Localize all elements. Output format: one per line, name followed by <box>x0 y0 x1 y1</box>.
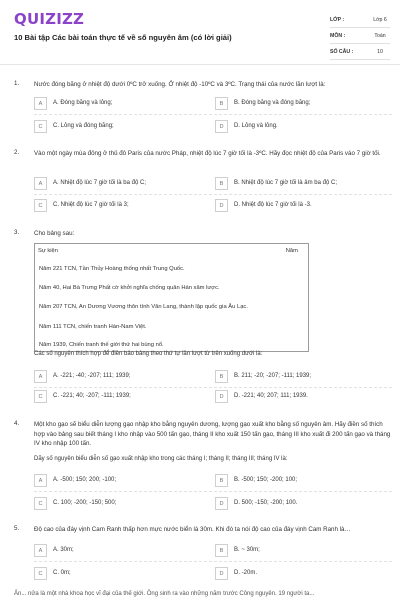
option-label: B. -500; 150; -200; 100; <box>234 477 298 483</box>
events-table <box>34 243 309 352</box>
question-text: Một kho gạo sẽ biểu diễn lượng gạo nhập kho bằng nguyên dương, lượng gạo xuất kho bằng số nguyên âm. Hãy điền số thích hợp vào bảng sau biết tháng I kho nhập vào 500 tấn gạo, tháng II kho xuất 150 tấn gạo, tháng III kho xuất đi 200 tấn gạo và tháng IV kho nhập 100 tấn. <box>34 421 391 448</box>
table-row: Năm 1939, Chiến tranh thế giới thứ hai bùng nổ. <box>39 342 164 348</box>
question-number: 1. <box>14 80 20 87</box>
question-number: 4. <box>14 420 20 427</box>
option-letter: D <box>215 567 228 580</box>
table-instruction: Các số nguyên thích hợp để điền bảo bảng theo thứ tự lần lượt từ trên xuống dưới là: <box>34 351 263 357</box>
header-divider <box>0 64 400 65</box>
option-label: C. -221; 40; -207; -111; 1939; <box>53 393 131 399</box>
option-letter: D <box>215 199 228 212</box>
meta-key: SỐ CÂU : <box>330 48 354 55</box>
option-letter: D <box>215 390 228 403</box>
quizizz-logo: QUIZIZZ <box>14 10 85 28</box>
option-label: A. -500; 150; 200; -100; <box>53 477 117 483</box>
option-letter: A <box>34 474 47 487</box>
question-number: 3. <box>14 229 20 236</box>
question-number: 5. <box>14 525 20 532</box>
option-letter: C <box>34 120 47 133</box>
question-number: 2. <box>14 149 20 156</box>
option-letter: A <box>34 544 47 557</box>
option-label: B. Nhiệt độ lúc 7 giờ tối là âm ba độ C; <box>234 180 337 186</box>
divider <box>34 194 392 195</box>
table-col-event: Sự kiện <box>38 248 58 254</box>
option-letter: A <box>34 177 47 190</box>
question-subtext: Dãy số nguyên biểu diễn số gạo xuất nhập kho trong các tháng I; tháng II; tháng III; tháng IV là: <box>34 456 288 462</box>
option-letter: C <box>34 497 47 510</box>
meta-value: Lớp 6 <box>373 16 387 23</box>
table-col-year: Năm <box>285 248 298 254</box>
meta-panel <box>330 12 390 60</box>
divider <box>34 561 392 562</box>
question-text: Cho bảng sau: <box>34 230 75 237</box>
option-letter: B <box>215 97 228 110</box>
option-label: D. -20m. <box>234 570 258 576</box>
option-letter: B <box>215 177 228 190</box>
table-row: Năm 221 TCN, Tần Thủy Hoàng thống nhất Trung Quốc. <box>39 266 185 272</box>
option-label: D. 500; -150; -200; 100. <box>234 500 298 506</box>
option-label: D. -221; 40; 207; 111; 1939. <box>234 393 308 399</box>
meta-value: Toán <box>374 32 386 39</box>
divider <box>34 387 392 388</box>
option-label: D. Nhiệt độ lúc 7 giờ tối là -3. <box>234 202 312 208</box>
question-text: Độ cao của đáy vịnh Cam Ranh thấp hơn mực nước biển là 30m. Khi đó ta nói độ cao của đáy vịnh Cam Ranh là… <box>34 526 351 533</box>
option-letter: D <box>215 497 228 510</box>
header <box>0 0 400 62</box>
option-label: C. Nhiệt độ lúc 7 giờ tối là 3; <box>53 202 129 208</box>
option-letter: B <box>215 544 228 557</box>
question-text: Nước đóng băng ở nhiệt độ dưới 0ºC trở xuống. Ở nhiệt độ -10ºC và 3ºC. Trạng thái của nước lần lượt là: <box>34 81 326 88</box>
option-label: B. 211; -20; -207; -111; 1939; <box>234 373 312 379</box>
option-label: B. ~ 30m; <box>234 547 260 553</box>
table-row: Năm 207 TCN, An Dương Vương thôn tính Văn Lang, thành lập quốc gia Âu Lạc. <box>39 304 248 310</box>
document-title: 10 Bài tập Các bài toán thực tế về số nguyên âm (có lời giải) <box>14 33 232 42</box>
option-label: C. 0m; <box>53 570 71 576</box>
meta-row-class <box>330 12 390 28</box>
option-label: A. -221; -40; -207; 111; 1939; <box>53 373 131 379</box>
option-label: C. Lỏng và đóng băng; <box>53 123 114 129</box>
divider <box>34 491 392 492</box>
meta-row-count <box>330 44 390 60</box>
option-label: D. Lỏng và lỏng. <box>234 123 278 129</box>
option-label: A. Đóng băng và lỏng; <box>53 100 113 106</box>
option-letter: B <box>215 474 228 487</box>
option-label: C. 100; -200; -150; 500; <box>53 500 117 506</box>
divider <box>34 114 392 115</box>
meta-key: MÔN : <box>330 32 346 39</box>
option-label: A. 30m; <box>53 547 74 553</box>
option-letter: A <box>34 97 47 110</box>
cutoff-question-text: Ấn... nửa là một nhà khoa học vĩ đại của thế giới. Ông sinh ra vào những năm trước Công nguyên. 19 người ta... <box>14 591 315 597</box>
question-text: Vào một ngày mùa đông ở thủ đô Paris của nước Pháp, nhiệt độ lúc 7 giờ tối là -3ºC. Hãy đọc nhiệt độ của Paris vào 7 giờ tối. <box>34 150 381 157</box>
table-header <box>38 248 298 254</box>
option-letter: C <box>34 567 47 580</box>
option-label: B. Đóng băng và đóng băng; <box>234 100 311 106</box>
option-label: A. Nhiệt độ lúc 7 giờ tối là ba độ C; <box>53 180 146 186</box>
option-letter: D <box>215 120 228 133</box>
meta-row-subject <box>330 28 390 44</box>
table-row: Năm 111 TCN, chiến tranh Hán-Nam Việt. <box>39 324 147 330</box>
option-letter: C <box>34 390 47 403</box>
meta-key: LỚP : <box>330 16 345 23</box>
option-letter: B <box>215 370 228 383</box>
option-letter: A <box>34 370 47 383</box>
table-row: Năm 40, Hai Bà Trưng Phất cờ khởi nghĩa chống quân Hán xâm lược. <box>39 285 220 291</box>
option-letter: C <box>34 199 47 212</box>
meta-value: 10 <box>377 48 383 55</box>
